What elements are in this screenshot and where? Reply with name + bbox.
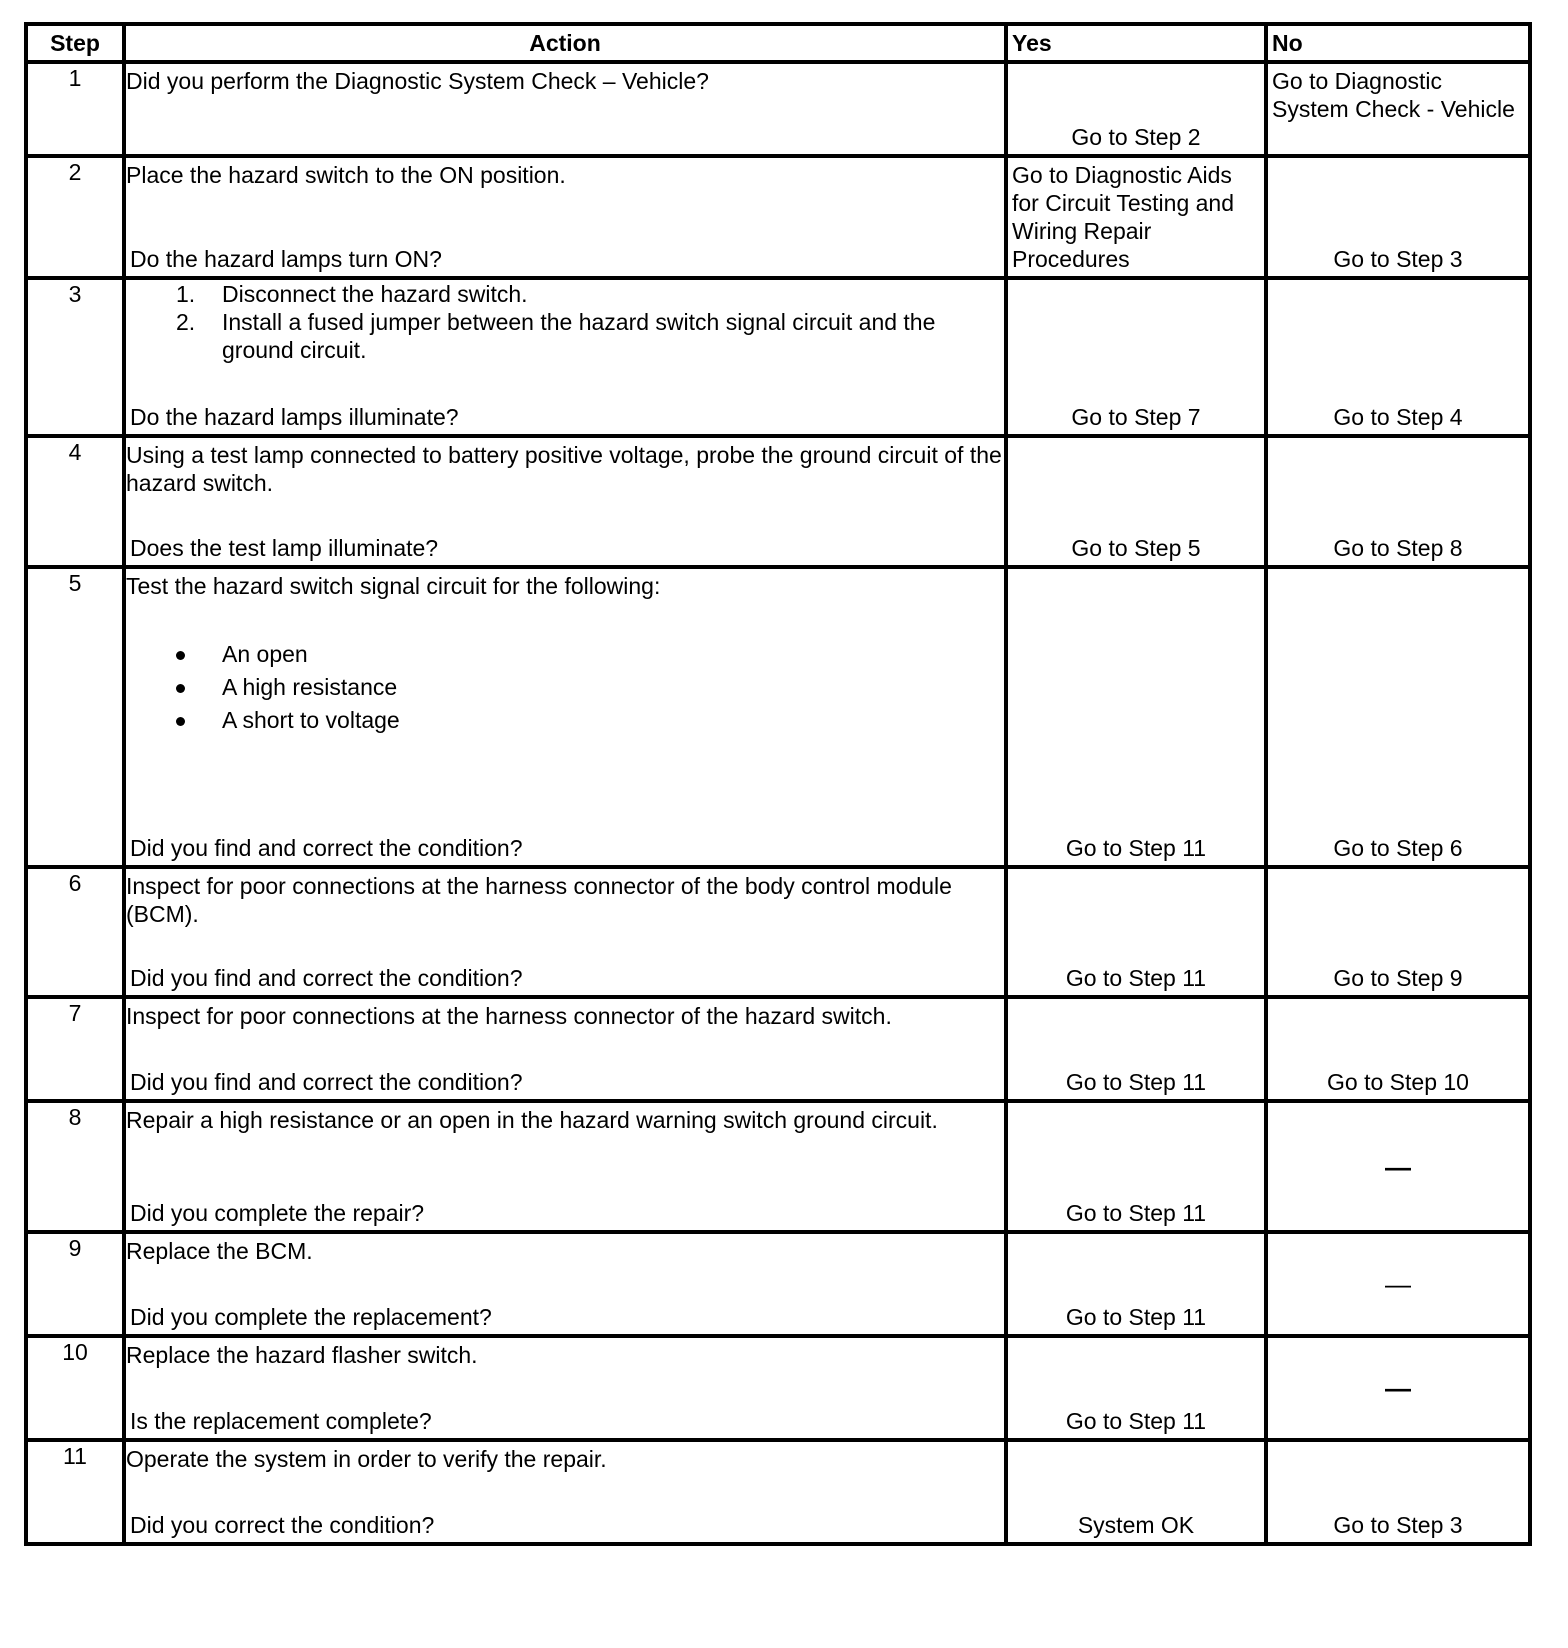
table-row: [26, 278, 1530, 436]
no-cell: [1266, 867, 1530, 997]
action-text: Using a test lamp connected to battery positive voltage, probe the ground circuit of the hazard switch.: [126, 442, 1002, 496]
yes-cell: [1006, 1440, 1266, 1544]
no-cell: [1266, 1101, 1530, 1232]
list-item: [126, 308, 1004, 364]
step-number: 3: [26, 278, 124, 436]
action-text: Test the hazard switch signal circuit for the following:: [126, 573, 661, 599]
list-number: 2.: [176, 309, 196, 335]
no-text: Go to Step 9: [1333, 965, 1463, 991]
action-cell: [124, 278, 1006, 436]
step-number: 11: [26, 1440, 124, 1544]
table-row: [26, 156, 1530, 278]
list-item: [126, 280, 1004, 308]
step-number: 6: [26, 867, 124, 997]
action-question: Is the replacement complete?: [130, 1408, 432, 1434]
yes-text: Go to Step 11: [1065, 1069, 1207, 1095]
table-row: [26, 1232, 1530, 1336]
yes-text: Go to Diagnostic Aids for Circuit Testing and Wiring Repair Procedures: [1012, 162, 1235, 272]
action-question: Did you complete the replacement?: [130, 1304, 492, 1330]
action-question: Did you find and correct the condition?: [130, 1069, 523, 1095]
no-cell: [1266, 156, 1530, 278]
list-item: [126, 704, 1004, 737]
action-text: Replace the BCM.: [126, 1238, 313, 1264]
action-question: Did you find and correct the condition?: [130, 965, 523, 991]
yes-text: Go to Step 11: [1065, 1408, 1207, 1434]
list-text: An open: [222, 641, 308, 667]
no-text: Go to Step 6: [1333, 835, 1463, 861]
table-row: [26, 1336, 1530, 1440]
action-text: Inspect for poor connections at the harness connector of the hazard switch.: [126, 1003, 892, 1029]
no-text: Go to Step 8: [1333, 535, 1463, 561]
no-text: Go to Step 4: [1333, 404, 1463, 430]
list-text: A short to voltage: [222, 707, 400, 733]
yes-text: Go to Step 11: [1065, 835, 1207, 861]
step-number: 1: [26, 62, 124, 156]
diagnostic-table: [24, 22, 1532, 1546]
action-cell: [124, 1336, 1006, 1440]
table-row: [26, 567, 1530, 867]
no-cell: [1266, 1440, 1530, 1544]
step-number: 4: [26, 436, 124, 567]
yes-text: Go to Step 5: [1071, 535, 1201, 561]
yes-cell: [1006, 278, 1266, 436]
table-row: [26, 867, 1530, 997]
list-text: A high resistance: [222, 674, 398, 700]
bullet-dot: [176, 717, 185, 726]
list-item: [126, 638, 1004, 671]
step-number: 7: [26, 997, 124, 1101]
action-cell: [124, 62, 1006, 156]
action-cell: [124, 436, 1006, 567]
action-cell: [124, 1101, 1006, 1232]
no-dash: —: [1385, 1373, 1411, 1403]
no-cell: [1266, 997, 1530, 1101]
action-text: Place the hazard switch to the ON position.: [126, 162, 566, 188]
yes-text: Go to Step 11: [1065, 1304, 1207, 1330]
table-row: [26, 1440, 1530, 1544]
action-text: Did you perform the Diagnostic System Check – Vehicle?: [126, 68, 709, 94]
no-cell: [1266, 62, 1530, 156]
no-dash: —: [1385, 1269, 1411, 1299]
action-question: Did you correct the condition?: [130, 1512, 435, 1538]
list-text: Disconnect the hazard switch.: [222, 281, 528, 307]
yes-cell: [1006, 867, 1266, 997]
table-row: [26, 62, 1530, 156]
action-cell: [124, 1232, 1006, 1336]
no-text: Go to Step 3: [1333, 246, 1463, 272]
header-no: No: [1266, 24, 1530, 62]
no-cell: [1266, 1336, 1530, 1440]
action-question: Does the test lamp illuminate?: [130, 535, 439, 561]
yes-cell: [1006, 1232, 1266, 1336]
action-text: Inspect for poor connections at the harness connector of the body control module (BCM).: [126, 873, 952, 927]
step-number: 2: [26, 156, 124, 278]
action-question: Do the hazard lamps illuminate?: [130, 404, 459, 430]
yes-cell: [1006, 997, 1266, 1101]
action-cell: [124, 867, 1006, 997]
step-number: 10: [26, 1336, 124, 1440]
action-text: Operate the system in order to verify the repair.: [126, 1446, 607, 1472]
no-text: Go to Step 10: [1327, 1069, 1469, 1095]
no-cell: [1266, 1232, 1530, 1336]
table-row: [26, 1101, 1530, 1232]
no-text: Go to Diagnostic System Check - Vehicle: [1272, 68, 1515, 122]
yes-cell: [1006, 62, 1266, 156]
action-cell: [124, 156, 1006, 278]
action-cell: [124, 1440, 1006, 1544]
no-dash: —: [1385, 1151, 1411, 1182]
action-question: Did you find and correct the condition?: [130, 835, 523, 861]
step-number: 8: [26, 1101, 124, 1232]
no-cell: [1266, 436, 1530, 567]
list-text: Install a fused jumper between the hazard switch signal circuit and the ground circuit.: [222, 309, 936, 363]
header-step: Step: [26, 24, 124, 62]
action-cell: [124, 997, 1006, 1101]
action-question: Do the hazard lamps turn ON?: [130, 246, 442, 272]
table-row: [26, 997, 1530, 1101]
no-cell: [1266, 567, 1530, 867]
yes-text: Go to Step 7: [1071, 404, 1201, 430]
yes-cell: [1006, 436, 1266, 567]
no-text: Go to Step 3: [1333, 1512, 1463, 1538]
step-number: 5: [26, 567, 124, 867]
action-text: Replace the hazard flasher switch.: [126, 1342, 478, 1368]
bullet-list: [126, 638, 1004, 737]
list-item: [126, 671, 1004, 704]
action-text: Repair a high resistance or an open in the hazard warning switch ground circuit.: [126, 1107, 938, 1133]
list-number: 1.: [176, 281, 196, 307]
numbered-list: [126, 280, 1004, 364]
step-number: 9: [26, 1232, 124, 1336]
yes-text: Go to Step 11: [1065, 1200, 1207, 1226]
yes-text: Go to Step 2: [1071, 124, 1201, 150]
action-cell: [124, 567, 1006, 867]
yes-cell: [1006, 156, 1266, 278]
yes-cell: [1006, 1336, 1266, 1440]
yes-cell: [1006, 567, 1266, 867]
yes-text: Go to Step 11: [1065, 965, 1207, 991]
header-yes: Yes: [1006, 24, 1266, 62]
bullet-dot: [176, 651, 185, 660]
header-row: [26, 24, 1530, 62]
action-question: Did you complete the repair?: [130, 1200, 425, 1226]
bullet-dot: [176, 684, 185, 693]
yes-text: System OK: [1077, 1512, 1195, 1538]
table-row: [26, 436, 1530, 567]
header-action: Action: [124, 24, 1006, 62]
yes-cell: [1006, 1101, 1266, 1232]
no-cell: [1266, 278, 1530, 436]
